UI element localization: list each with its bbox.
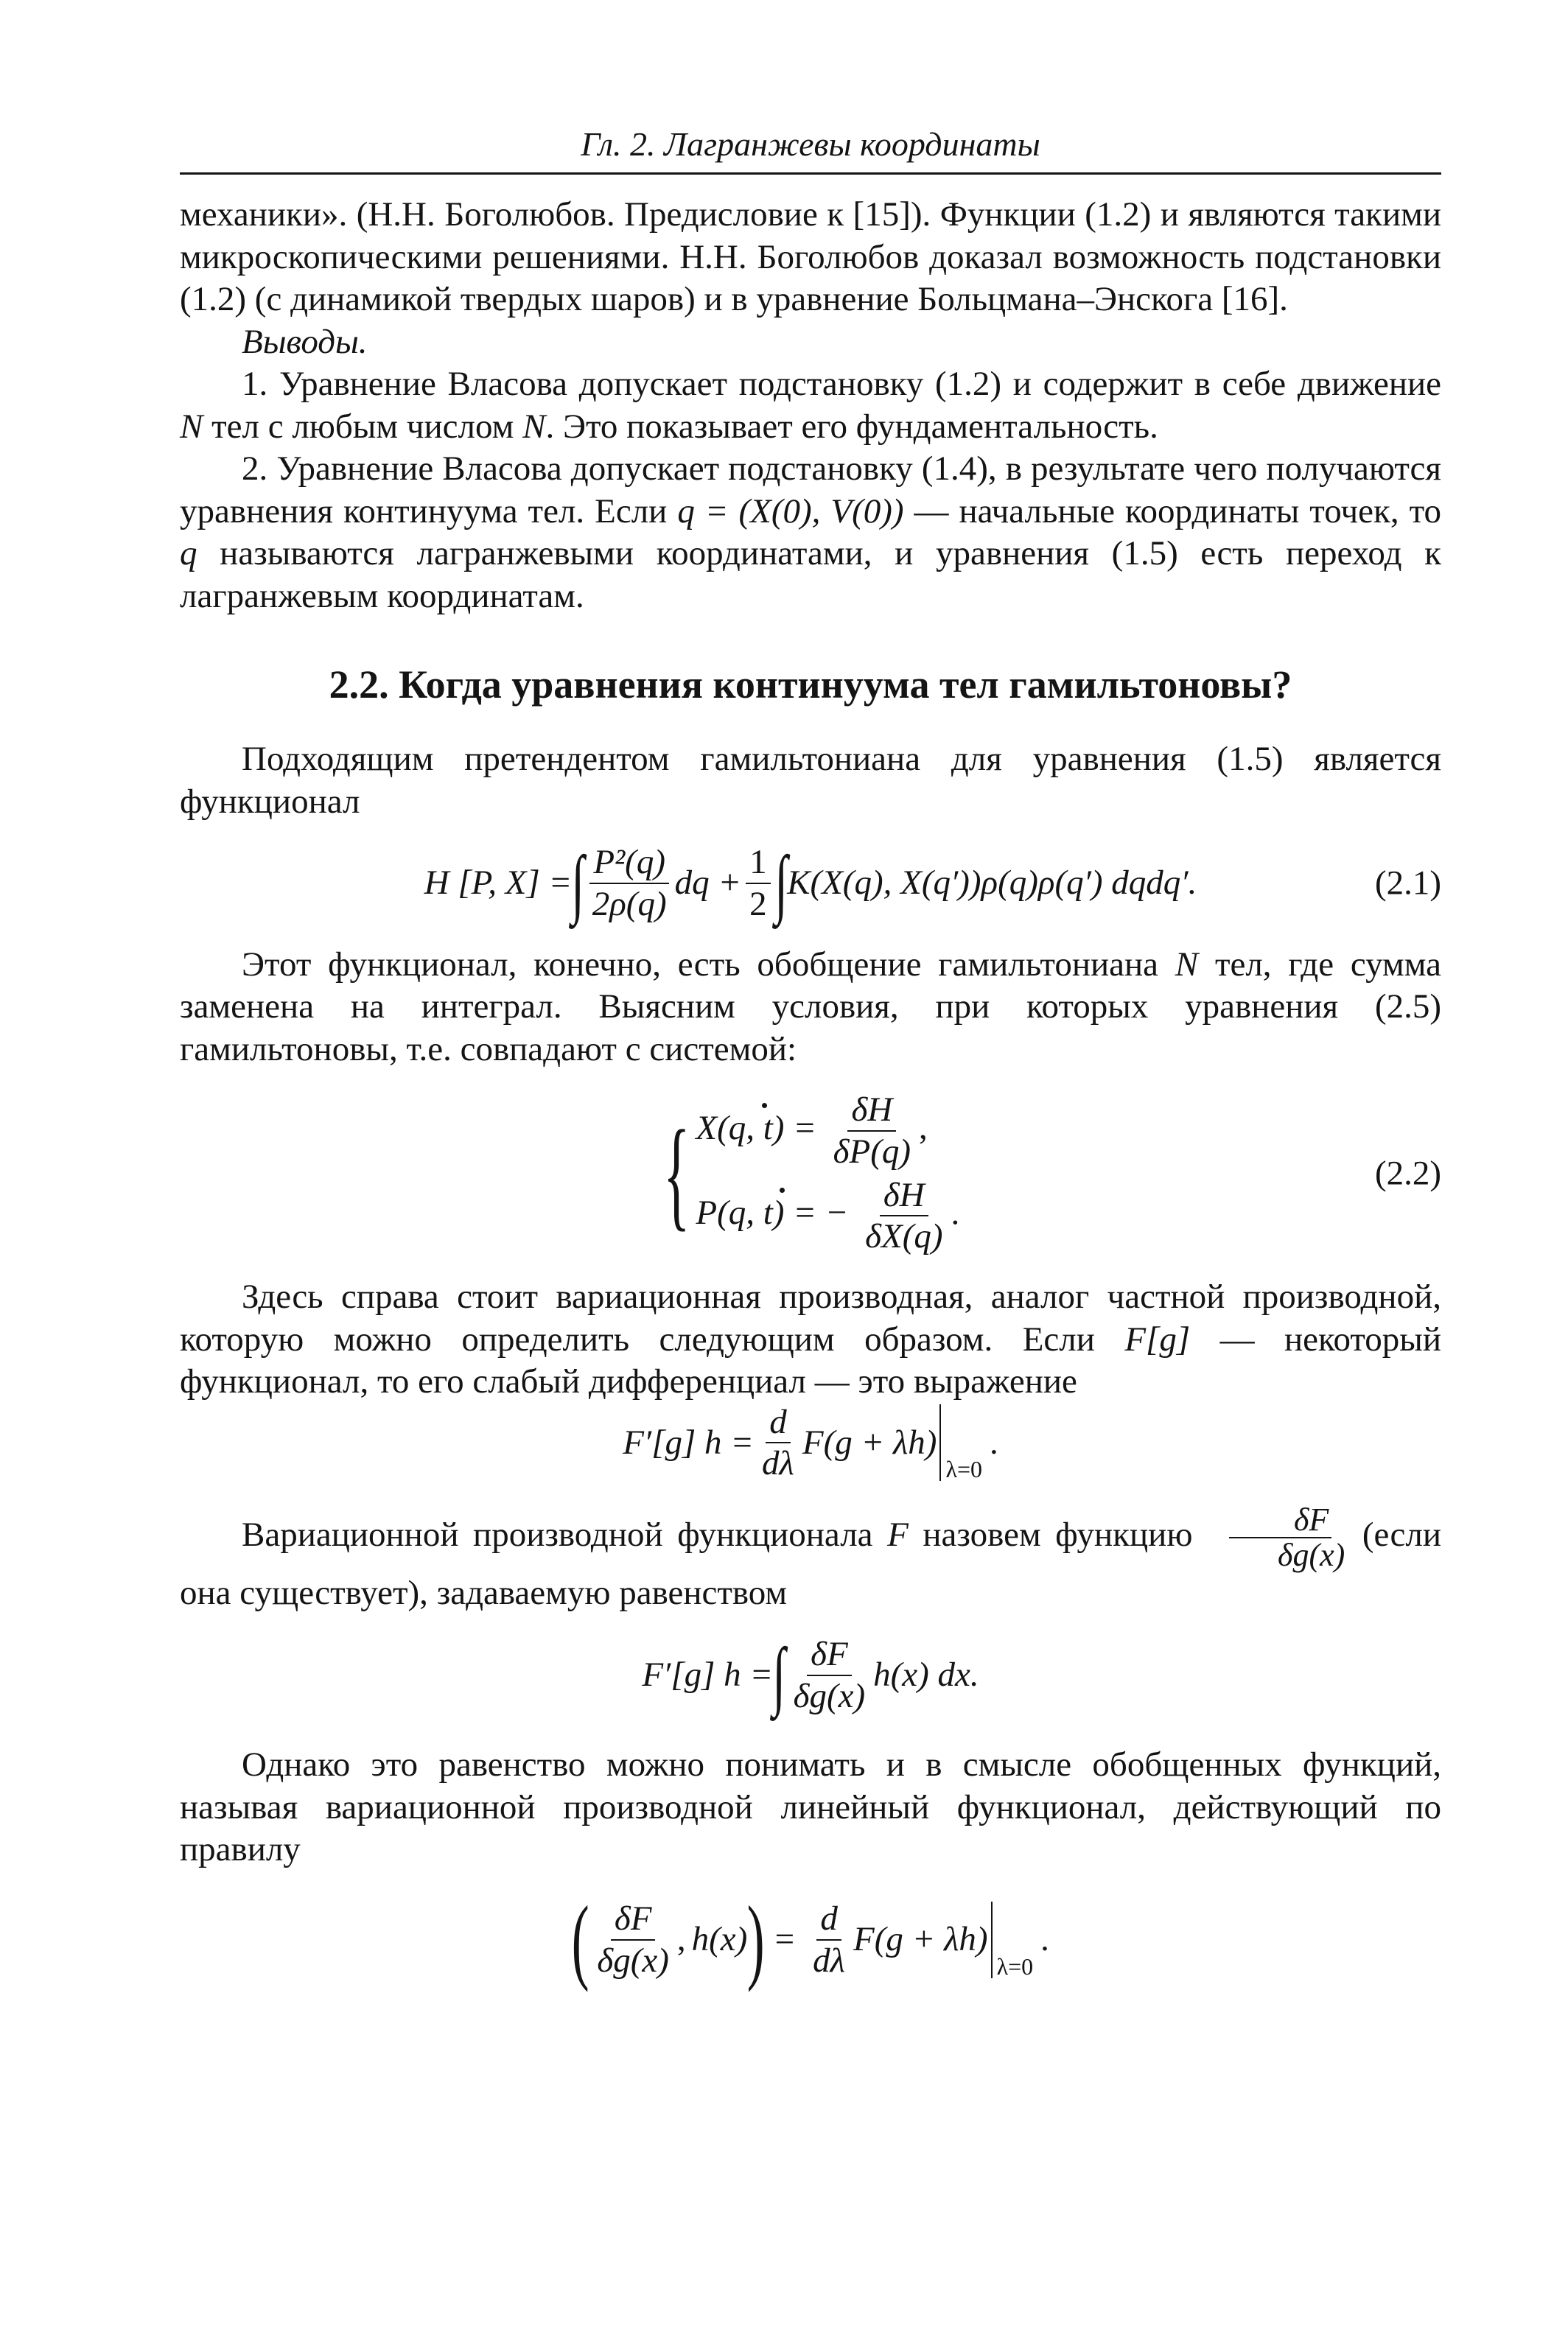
weak-diff-evaluation-bar xyxy=(939,1404,982,1481)
inline-dF: δF xyxy=(1229,1503,1331,1538)
eq22-row2-numerator: δH xyxy=(880,1177,928,1217)
inline-dg: δg(x) xyxy=(1278,1537,1345,1574)
math-F: F xyxy=(887,1515,909,1554)
eq22-row2-fraction xyxy=(861,1177,946,1256)
p5-part-a: Вариационной производной функционала xyxy=(242,1515,888,1554)
gen-def-h: h(x) xyxy=(691,1920,748,1959)
weak-diff-body: F(g + λh) xyxy=(802,1423,937,1462)
gen-def-derivative xyxy=(809,1900,849,1980)
math-N: N xyxy=(180,407,203,446)
p4-part-a: Здесь справа стоит вариационная производная, аналог частной производной, которую можно определить следующим образом. Если xyxy=(180,1278,1441,1359)
eq22-row2-denominator: δX(q) xyxy=(865,1217,943,1256)
integral-sign: ∫ xyxy=(571,840,585,925)
paragraph-variational-definition xyxy=(180,1503,1441,1615)
paragraph-hamiltonian-candidate: Подходящим претендентом гамильтониана для уравнения (1.5) является функционал xyxy=(180,740,1441,821)
conclusion-1-part-b: тел с любым числом xyxy=(203,407,523,446)
var-def-numerator: δF xyxy=(807,1636,852,1676)
equation-2-1 xyxy=(180,840,1441,925)
integral-sign: ∫ xyxy=(774,840,788,925)
gen-def-d-denominator: dλ xyxy=(813,1941,845,1980)
gen-def-equals: = xyxy=(774,1920,795,1959)
equation-2-2 xyxy=(180,1091,1441,1255)
conclusion-1-part-a: 1. Уравнение Власова допускает подстановку (1.2) и содержит в себе движение xyxy=(242,365,1441,403)
eq22-rows xyxy=(696,1091,959,1255)
eq21-dq-plus: dq + xyxy=(674,864,742,903)
conclusion-1-part-c: . Это показывает его фундаментальность. xyxy=(545,407,1158,446)
left-big-paren: ( xyxy=(571,1886,589,1993)
eq22-row2-tail: . xyxy=(951,1194,960,1233)
eq21-fraction-kinetic xyxy=(589,844,671,923)
running-head: Гл. 2. Лагранжевы координаты xyxy=(180,124,1441,175)
section-title: 2.2. Когда уравнения континуума тел гамильтоновы? xyxy=(329,662,1292,707)
paragraph-functional-generalization xyxy=(180,944,1441,1071)
conclusion-2-part-c: называются лагранжевыми координатами, и уравнения (1.5) есть переход к лагранжевым координатам. xyxy=(180,534,1441,615)
weak-diff-tail: . xyxy=(990,1423,998,1462)
p5-part-b: назовем функцию xyxy=(908,1515,1207,1554)
p3-part-b: тел, где сумма заменена на интеграл. Выясним условия, при которых уравнения (2.5) гамильтоновы, т.е. совпадают с системой: xyxy=(180,945,1441,1068)
system-brace: { xyxy=(662,1104,690,1242)
eq22-row1-tail: , xyxy=(919,1108,928,1147)
math-q-definition: q = (X(0), V(0)) xyxy=(677,491,904,530)
p5-part-c: (если она существует), задаваемую равенством xyxy=(180,1515,1442,1613)
conclusion-2 xyxy=(180,448,1441,617)
book-page xyxy=(180,124,1442,1993)
paragraph-generalized-functions: Однако это равенство можно понимать и в смысле обобщенных функций, называя вариационной производной линейный функционал, действующий по правилу xyxy=(180,1745,1441,1869)
gen-def-fraction xyxy=(593,1900,673,1980)
right-big-paren: ) xyxy=(747,1886,765,1993)
math-dF-dg-fraction xyxy=(1213,1503,1348,1572)
math-F-of-g: F[g] xyxy=(1124,1320,1191,1359)
eq22-row-1 xyxy=(696,1091,959,1171)
eq22-row2-lhs: P(q, t) = − xyxy=(696,1192,848,1234)
conclusion-2-part-a: 2. Уравнение Власова допускает подстановку (1.4), в результате чего получаются уравнения континуума тел. Если xyxy=(180,449,1441,530)
gen-def-numerator: δF xyxy=(611,1900,656,1941)
equation-generalized-definition xyxy=(180,1886,1441,1993)
p3-part-a: Этот функционал, конечно, есть обобщение гамильтониана xyxy=(242,945,1175,984)
conclusions-label-text: Выводы. xyxy=(242,322,368,361)
gen-def-tail: . xyxy=(1040,1920,1049,1959)
eq21-fraction-half xyxy=(746,844,771,923)
eq22-row1-lhs: X(q, t) = xyxy=(696,1107,816,1149)
weak-diff-derivative xyxy=(758,1404,798,1483)
weak-diff-d-denominator: dλ xyxy=(762,1444,794,1483)
eq21-half-denominator: 2 xyxy=(749,884,767,923)
paragraph-intro: механики». (Н.Н. Боголюбов. Предисловие к [15]). Функции (1.2) и являются такими микроскопическими решениями. Н.Н. Боголюбов доказал возможность подстановки (1.2) (с динамикой твердых шаров) и в уравнение Больцмана–Энскога [16]. xyxy=(180,195,1441,318)
eq21-frac1-denominator: 2ρ(q) xyxy=(592,884,667,923)
conclusions-label xyxy=(180,321,1441,364)
gen-def-comma: , xyxy=(676,1920,686,1959)
gen-def-denominator: δg(x) xyxy=(597,1941,669,1980)
math-N: N xyxy=(1175,945,1199,984)
eq22-row1-denominator: δP(q) xyxy=(833,1132,911,1171)
eq22-row1-numerator: δH xyxy=(847,1091,896,1132)
var-def-fraction xyxy=(790,1636,869,1715)
var-def-tail: h(x) dx. xyxy=(873,1656,979,1695)
math-N: N xyxy=(522,407,546,446)
equation-number-2-1: (2.1) xyxy=(1374,864,1441,903)
eq22-row-2 xyxy=(696,1177,959,1256)
equation-number-2-2: (2.2) xyxy=(1374,1154,1441,1192)
eq21-frac1-numerator: P²(q) xyxy=(589,844,669,884)
var-def-denominator: δg(x) xyxy=(793,1676,866,1715)
paragraph-variational-derivative xyxy=(180,1276,1441,1404)
gen-def-eval-point: λ=0 xyxy=(996,1952,1034,1980)
conclusion-2-part-b: — начальные координаты точек, то xyxy=(903,491,1441,530)
weak-diff-lhs: F′[g] h = xyxy=(623,1423,755,1462)
weak-diff-d-numerator: d xyxy=(766,1404,791,1444)
eq22-row1-fraction xyxy=(830,1091,914,1171)
equation-variational-definition xyxy=(180,1632,1441,1717)
gen-def-d-numerator: d xyxy=(816,1900,841,1941)
eq21-lhs: H [P, X] = xyxy=(424,864,573,903)
eq21-half-numerator: 1 xyxy=(746,844,771,884)
gen-def-body: F(g + λh) xyxy=(853,1920,988,1959)
integral-sign: ∫ xyxy=(772,1632,786,1717)
p4-part-b: — некоторый функционал, то его слабый дифференциал — это выражение xyxy=(180,1320,1441,1401)
equation-weak-differential xyxy=(180,1404,1441,1483)
eq21-kernel-term: K(X(q), X(q′))ρ(q)ρ(q′) dqdq′. xyxy=(787,864,1197,903)
math-q: q xyxy=(180,534,197,572)
weak-diff-eval-point: λ=0 xyxy=(945,1456,983,1483)
var-def-lhs: F′[g] h = xyxy=(642,1656,774,1695)
conclusion-1 xyxy=(180,363,1441,448)
gen-def-evaluation-bar xyxy=(991,1902,1034,1978)
